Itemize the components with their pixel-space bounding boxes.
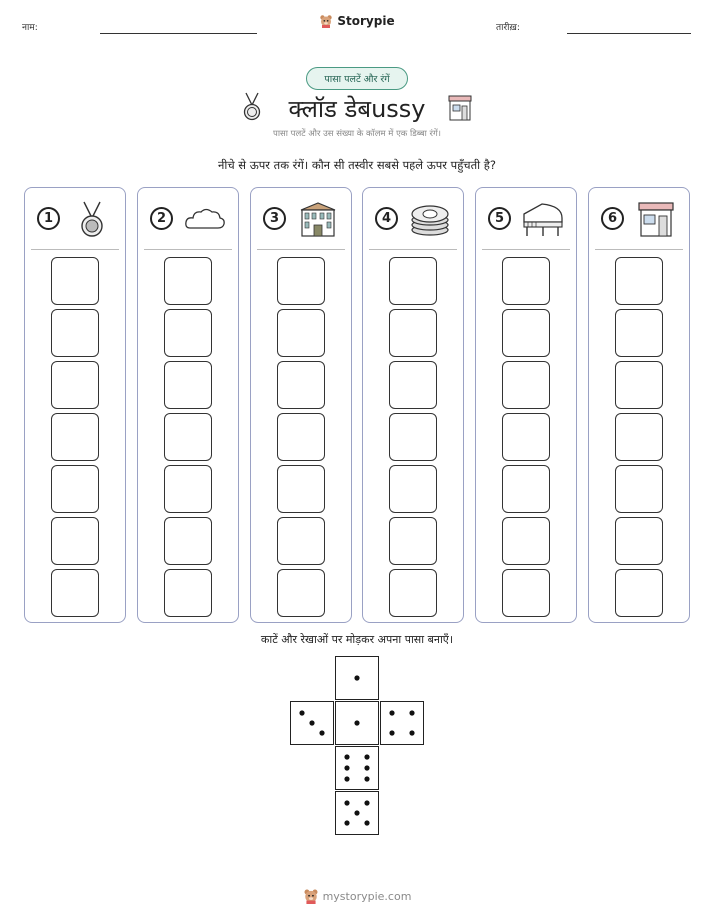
brand-name: Storypie bbox=[337, 14, 395, 28]
column-number: 5 bbox=[488, 207, 511, 230]
color-box[interactable] bbox=[615, 517, 663, 565]
color-box[interactable] bbox=[502, 569, 550, 617]
shop-icon bbox=[633, 200, 679, 238]
color-box[interactable] bbox=[51, 517, 99, 565]
shop-icon bbox=[446, 94, 474, 122]
color-box[interactable] bbox=[277, 517, 325, 565]
color-box[interactable] bbox=[277, 465, 325, 513]
color-box[interactable] bbox=[164, 257, 212, 305]
color-box[interactable] bbox=[615, 309, 663, 357]
color-box[interactable] bbox=[389, 569, 437, 617]
column-divider bbox=[482, 249, 570, 250]
cloud-icon bbox=[182, 200, 228, 238]
color-box[interactable] bbox=[389, 257, 437, 305]
column-5 bbox=[475, 187, 577, 623]
column-6 bbox=[588, 187, 690, 623]
column-divider bbox=[595, 249, 683, 250]
color-box[interactable] bbox=[164, 517, 212, 565]
activity-badge: पासा पलटें और रंगें bbox=[306, 67, 408, 90]
column-number: 2 bbox=[150, 207, 173, 230]
page-title: क्लॉड डेबussy bbox=[288, 95, 426, 123]
color-box[interactable] bbox=[277, 413, 325, 461]
color-box[interactable] bbox=[615, 361, 663, 409]
color-box[interactable] bbox=[502, 361, 550, 409]
column-number: 6 bbox=[601, 207, 624, 230]
color-box[interactable] bbox=[389, 465, 437, 513]
color-box[interactable] bbox=[277, 569, 325, 617]
name-line[interactable] bbox=[100, 33, 257, 34]
color-box[interactable] bbox=[164, 569, 212, 617]
color-box[interactable] bbox=[277, 257, 325, 305]
color-box[interactable] bbox=[502, 517, 550, 565]
dice-net[interactable] bbox=[290, 656, 426, 836]
color-box[interactable] bbox=[51, 309, 99, 357]
brand-logo bbox=[0, 14, 714, 28]
column-divider bbox=[144, 249, 232, 250]
color-box[interactable] bbox=[389, 517, 437, 565]
column-1 bbox=[24, 187, 126, 623]
column-divider bbox=[369, 249, 457, 250]
footer bbox=[0, 888, 714, 904]
date-line[interactable] bbox=[567, 33, 691, 34]
color-box[interactable] bbox=[51, 413, 99, 461]
color-box[interactable] bbox=[164, 361, 212, 409]
dice-face-1 bbox=[335, 701, 379, 745]
medal-icon bbox=[69, 200, 115, 238]
bear-logo-icon bbox=[303, 888, 319, 904]
color-box[interactable] bbox=[389, 361, 437, 409]
color-box[interactable] bbox=[164, 413, 212, 461]
column-3 bbox=[250, 187, 352, 623]
column-number: 3 bbox=[263, 207, 286, 230]
color-box[interactable] bbox=[615, 569, 663, 617]
color-box[interactable] bbox=[615, 413, 663, 461]
color-box[interactable] bbox=[51, 465, 99, 513]
dice-face-1 bbox=[335, 656, 379, 700]
color-box[interactable] bbox=[164, 465, 212, 513]
cut-instruction: काटें और रेखाओं पर मोड़कर अपना पासा बनाएँ। bbox=[260, 633, 454, 646]
color-box[interactable] bbox=[164, 309, 212, 357]
dice-face-4 bbox=[380, 701, 424, 745]
dice-face-6 bbox=[335, 746, 379, 790]
color-box[interactable] bbox=[51, 257, 99, 305]
color-box[interactable] bbox=[277, 309, 325, 357]
color-box[interactable] bbox=[389, 413, 437, 461]
instruction-text: नीचे से ऊपर तक रंगें। कौन सी तस्वीर सबसे पहले ऊपर पहुँचती है? bbox=[217, 158, 497, 172]
record-stack-icon bbox=[407, 200, 453, 238]
medal-icon bbox=[240, 92, 264, 122]
footer-url[interactable]: mystorypie.com bbox=[322, 889, 412, 903]
building-icon bbox=[295, 200, 341, 238]
name-label: नाम: bbox=[22, 23, 38, 33]
piano-icon bbox=[520, 200, 566, 238]
column-2 bbox=[137, 187, 239, 623]
color-box[interactable] bbox=[389, 309, 437, 357]
color-box[interactable] bbox=[502, 465, 550, 513]
color-box[interactable] bbox=[277, 361, 325, 409]
color-box[interactable] bbox=[502, 309, 550, 357]
color-box[interactable] bbox=[51, 361, 99, 409]
column-divider bbox=[257, 249, 345, 250]
dice-face-3 bbox=[290, 701, 334, 745]
dice-face-5 bbox=[335, 791, 379, 835]
column-divider bbox=[31, 249, 119, 250]
color-box[interactable] bbox=[502, 257, 550, 305]
color-box[interactable] bbox=[615, 465, 663, 513]
date-label: तारीख़: bbox=[496, 23, 520, 33]
column-number: 1 bbox=[37, 207, 60, 230]
bear-logo-icon bbox=[319, 14, 333, 28]
color-box[interactable] bbox=[51, 569, 99, 617]
page-subtitle: पासा पलटें और उस संख्या के कॉलम में एक डिब्बा रंगें। bbox=[273, 129, 441, 139]
column-4 bbox=[362, 187, 464, 623]
column-number: 4 bbox=[375, 207, 398, 230]
color-box[interactable] bbox=[615, 257, 663, 305]
color-box[interactable] bbox=[502, 413, 550, 461]
